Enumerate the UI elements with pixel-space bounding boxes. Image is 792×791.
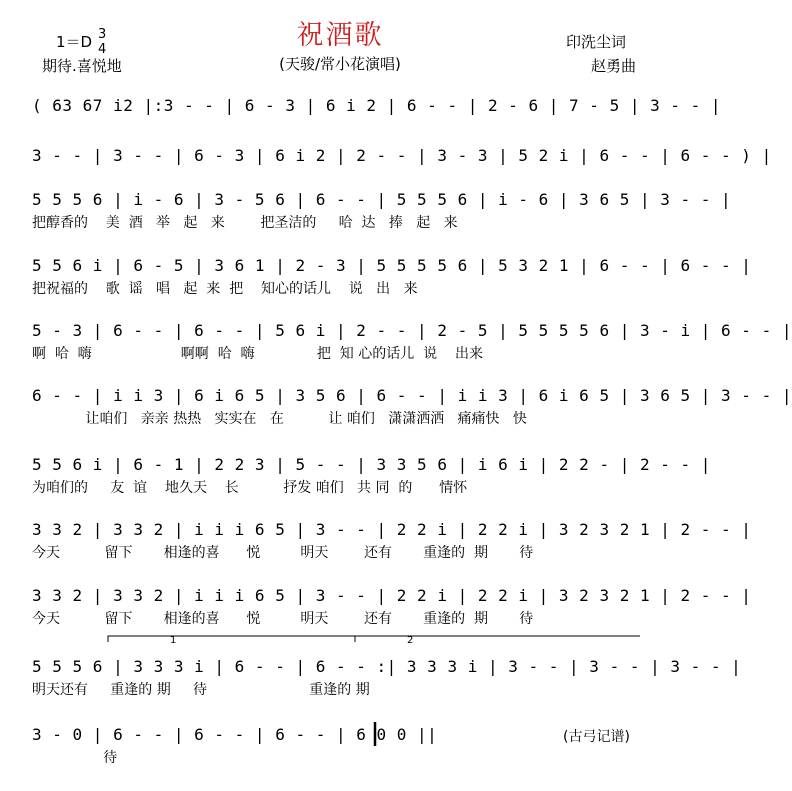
notes-line-5: 5 - 3 | 6 - - | 6 - - | 5 6 i | 2 - - | 2 - 5 | 5 5 5 5 6 | 3 - i | 6 - - | [32, 321, 792, 340]
lyrics-line-9: 今天 留下 相逢的喜 悦 明天 还有 重逢的 期 待 [32, 611, 534, 627]
lyrics-line-11: 待 [32, 750, 118, 766]
notes-line-10: 5 5 5 6 | 3 3 3 i | 6 - - | 6 - - :| 3 3 3 i | 3 - - | 3 - - | 3 - - | [32, 657, 742, 676]
notes-line-4: 5 5 6 i | 6 - 5 | 3 6 1 | 2 - 3 | 5 5 5 5 6 | 5 3 2 1 | 6 - - | 6 - - | [32, 256, 752, 275]
performers: (天骏/常小花演唱) [279, 55, 401, 73]
volta-1-bracket [108, 636, 360, 642]
transcriber-credit: (古弓记谱) [563, 729, 630, 745]
volta-2-label: 2 [407, 635, 414, 646]
notes-line-3: 5 5 5 6 | i - 6 | 3 - 5 6 | 6 - - | 5 5 5 6 | i - 6 | 3 6 5 | 3 - - | [32, 190, 732, 209]
notes-line-7: 5 5 6 i | 6 - 1 | 2 2 3 | 5 - - | 3 3 5 6 | i 6 i | 2 2 - | 2 - - | [32, 455, 711, 474]
notes-line-1: ( 63 67 i2 |:3 - - | 6 - 3 | 6 i 2 | 6 - - | 2 - 6 | 7 - 5 | 3 - - | [32, 96, 722, 115]
notes-line-6: 6 - - | i i 3 | 6 i 6 5 | 3 5 6 | 6 - - | i i 3 | 6 i 6 5 | 3 6 5 | 3 - - | [32, 386, 792, 405]
notes-line-8: 3 3 2 | 3 3 2 | i i i 6 5 | 3 - - | 2 2 i | 2 2 i | 3 2 3 2 1 | 2 - - | [32, 520, 752, 539]
time-signature-top: 3 [98, 27, 107, 42]
lyrics-line-4: 把祝福的 歌 谣 唱 起 来 把 知心的话儿 说 出 来 [32, 281, 418, 297]
lyricist: 印洗尘词 [566, 33, 627, 51]
composer: 赵勇曲 [591, 57, 637, 75]
lyrics-line-8: 今天 留下 相逢的喜 悦 明天 还有 重逢的 期 待 [32, 545, 534, 561]
key-signature: 1＝D [56, 33, 93, 51]
notes-line-2: 3 - - | 3 - - | 6 - 3 | 6 i 2 | 2 - - | 3 - 3 | 5 2 i | 6 - - | 6 - - ) | [32, 146, 772, 165]
notes-line-9: 3 3 2 | 3 3 2 | i i i 6 5 | 3 - - | 2 2 i | 2 2 i | 3 2 3 2 1 | 2 - - | [32, 586, 752, 605]
uploader: 期待.喜悦地 [42, 57, 122, 75]
lyrics-line-5: 啊 哈 嗨 啊啊 哈 嗨 把 知 心的话儿 说 出来 [32, 346, 483, 362]
page-title: 祝酒歌 [296, 20, 384, 51]
lyrics-line-6: 让咱们 亲亲 热热 实实在 在 让 咱们 潇潇洒洒 痛痛快 快 [32, 411, 527, 427]
volta-1-label: 1 [170, 635, 177, 646]
volta-2-bracket [355, 636, 640, 642]
notes-line-11: 3 - 0 | 6 - - | 6 - - | 6 - - | 6 0 0 || [32, 725, 438, 744]
time-signature-bottom: 4 [98, 42, 107, 57]
lyrics-line-7: 为咱们的 友 谊 地久天 长 抒发 咱们 共 同 的 情怀 [32, 480, 468, 496]
lyrics-line-3: 把醇香的 美 酒 举 起 来 把圣洁的 哈 达 捧 起 来 [32, 215, 458, 231]
lyrics-line-10: 明天还有 重逢的 期 待 重逢的 期 [32, 682, 370, 698]
